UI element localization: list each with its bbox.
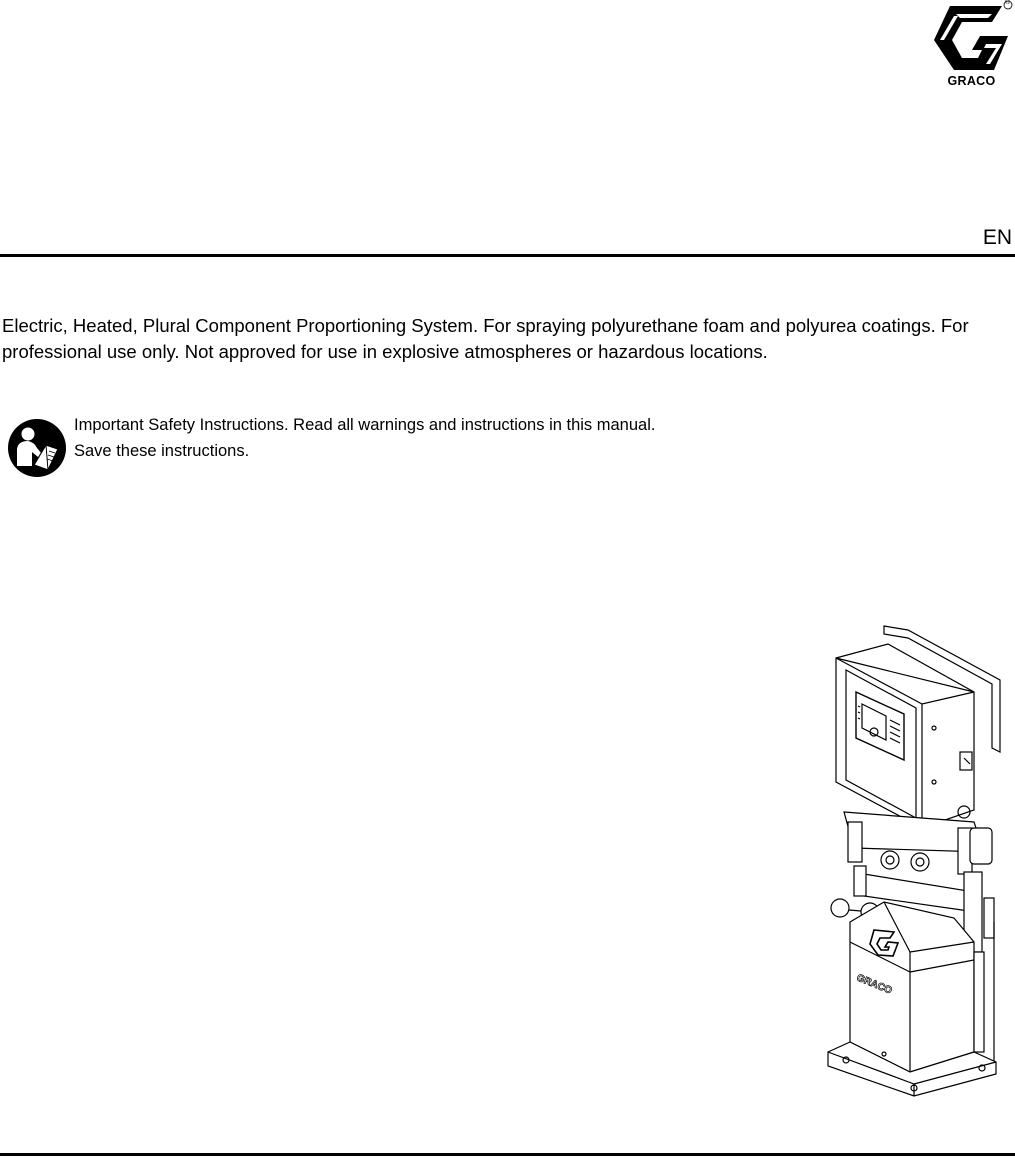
cabinet-logo-text: GRACO xyxy=(854,972,894,997)
product-description: Electric, Heated, Plural Component Proportioning System. For spraying polyurethane foam and polyurea coatings. For professional use only. Not approved for use in explosive atmospheres or hazardous locations. xyxy=(2,315,969,362)
bottom-divider xyxy=(0,1153,1015,1156)
proportioner-machine-illustration xyxy=(824,622,1010,1100)
registered-mark: ® xyxy=(1005,0,1011,6)
logo-wordmark: GRACO xyxy=(947,74,996,88)
graco-g-mark-icon xyxy=(928,0,1015,74)
graco-logo xyxy=(928,0,1015,92)
language-code: EN xyxy=(982,226,1012,249)
safety-notice xyxy=(8,412,708,482)
top-divider xyxy=(0,254,1015,257)
read-manual-icon xyxy=(8,419,66,477)
safety-instructions-text: Important Safety Instructions. Read all warnings and instructions in this manual. Save these instructions. xyxy=(74,416,656,460)
